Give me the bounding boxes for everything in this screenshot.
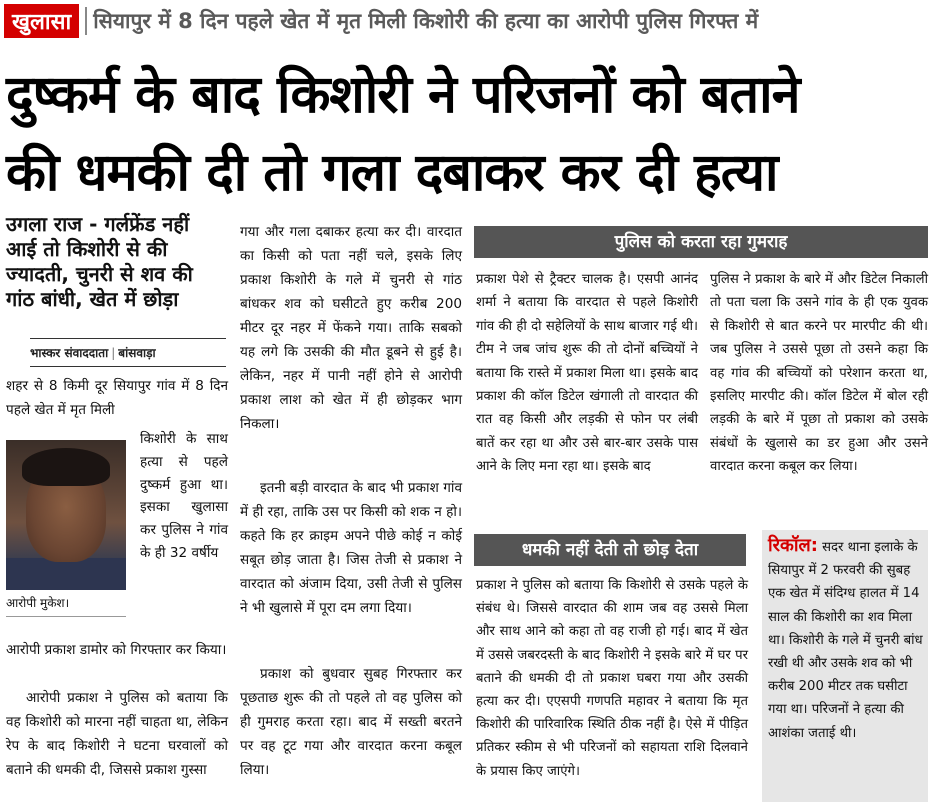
box-1-column-a: प्रकाश पेशे से ट्रैक्टर चालक है। एसपी आनंद शर्मा ने बताया कि वारदात से पहले किशोरी गांव की ही दो सहेलियों के साथ बाजार गई थी। टीम ने जब जांच शुरू की तो दोनों बच्चियों ने बताया कि रास्ते में प्रकाश मिला था। इसके बाद प्रकाश की कॉल डिटेल खंगाली तो वारदात की रात वह किसी और लड़की से फोन पर लंबी बातें कर रहा था और उसे बार-बार उसके पास आने के लिए मना रहा था। इसके बाद xyxy=(476,272,698,475)
divider xyxy=(30,366,226,367)
box-heading-threat: धमकी नहीं देती तो छोड़ देता xyxy=(474,534,746,566)
column-1-para-1-end: आरोपी प्रकाश डामोर को गिरफ्तार कर किया। xyxy=(6,642,227,658)
recall-content xyxy=(768,534,924,745)
box-2-text: प्रकाश ने पुलिस को बताया कि किशोरी से उसके पहले के संबंध थे। जिससे वारदात की शाम जब वह उससे मिला और साथ आने को कहा तो वह राजी हो गई। बाद में खेत में उससे जबरदस्ती के बाद किशोरी ने इसके बारे में घर पर बताने की धमकी दी तो प्रकाश घबरा गया और उसकी हत्या कर दी। एएसपी गणपति महावर ने बताया कि मृत किशोरी की पारिवारिक स्थिति ठीक नहीं है। ऐसे में पीड़ित प्रतिकर स्कीम से भी परिजनों को सहायता राशि दिलवाने के प्रयास किए जाएंगे। xyxy=(476,578,748,779)
divider xyxy=(30,338,226,339)
column-2-para-1: गया और गला दबाकर हत्या कर दी। वारदात का किसी को पता नहीं चले, इसके लिए प्रकाश किशोरी के गले में चुनरी से गांठ बांधकर शव को घसीटते हुए करीब 200 मीटर दूर नहर में फेंकने गया। ताकि सबको यह लगे कि उसकी की मौत डूबने से हुई है। लेकिन, नहर में पानी नहीं होने से आरोपी प्रकाश लाश को खेत में ही छोड़कर भाग निकला। xyxy=(240,224,462,432)
dateline: बांसवाड़ा xyxy=(118,346,156,360)
photo-caption: आरोपी मुकेश। xyxy=(6,596,70,610)
column-2-para-3: प्रकाश को बुधवार सुबह गिरफ्तार कर पूछताछ शुरू की तो पहले तो वह पुलिस को ही गुमराह करता रहा। बाद में सख्ती बरतने पर वह टूट गया और वारदात करना कबूल लिया। xyxy=(240,666,462,778)
column-2-para-2: इतनी बड़ी वारदात के बाद भी प्रकाश गांव में ही रहा, ताकि उस पर किसी को शक न हो। कहते कि हर क्राइम अपने पीछे कोई न कोई सबूत छोड़ जाता है। जिस तेजी से प्रकाश ने वारदात को अंजाम दिया, उसी तेजी से पुलिस ने भी खुलासे में पूरा दम लगा दिया। xyxy=(240,480,462,616)
kicker-text: सियापुर में 8 दिन पहले खेत में मृत मिली किशोरी की हत्या का आरोपी पुलिस गिरफ्त में xyxy=(85,7,758,35)
reporter: भास्कर संवाददाता xyxy=(30,346,109,360)
byline: भास्कर संवाददाता | बांसवाड़ा xyxy=(30,346,156,360)
subheadline: उगला राज - गर्लफ्रेंड नहीं आई तो किशोरी से की ज्यादती, चुनरी से शव की गांठ बांधी, खेत में छोड़ा xyxy=(6,212,193,311)
recall-text: सदर थाना इलाके के सियापुर में 2 फरवरी की सुबह एक खेत में संदिग्ध हालत में 14 साल की किशोरी का शव मिला था। किशोरी के गले में चुनरी बांध रखी थी और उसके शव को भी करीब 200 मीटर तक घसीटा गया था। परिजनों ने हत्या की आशंका जताई थी। xyxy=(768,540,923,741)
box-heading-misleading: पुलिस को करता रहा गुमराह xyxy=(474,226,928,258)
recall-title: रिकॉल: xyxy=(768,535,818,556)
kicker-bar xyxy=(0,0,931,42)
divider xyxy=(6,616,126,617)
column-1-para-1-top: शहर से 8 किमी दूर सियापुर गांव में 8 दिन पहले खेत में मृत मिली xyxy=(6,378,228,418)
box-1-column-b: पुलिस ने प्रकाश के बारे में और डिटेल निकाली तो पता चला कि उसने गांव के ही एक युवक से किशोरी से बात करने पर मारपीट की थी। जब पुलिस ने उससे पूछा तो उसने कहा कि वह गांव की बच्चियों को परेशान करता था, इसलिए मारपीट की। कॉल डिटेल में बोल रही लड़की के बारे में पूछा तो प्रकाश को उसके संबंधों के खुलासे का डर हुआ और उसने वारदात करना कबूल कर लिया। xyxy=(710,272,928,475)
headline xyxy=(6,56,926,212)
column-1-para-2: आरोपी प्रकाश ने पुलिस को बताया कि वह किशोरी को मारना नहीं चाहता था, लेकिन रेप के बाद किशोरी ने घटना घरवालों को बताने की धमकी दी, जिससे प्रकाश गुस्सा xyxy=(6,690,228,778)
headline-line-2: की धमकी दी तो गला दबाकर कर दी हत्या xyxy=(6,143,778,203)
headline-line-1: दुष्कर्म के बाद किशोरी ने परिजनों को बताने xyxy=(6,65,800,125)
accused-photo xyxy=(6,440,126,590)
section-tag: खुलासा xyxy=(4,4,79,38)
column-1-para-1-wrap: किशोरी के साथ हत्या से पहले दुष्कर्म हुआ था। इसका खुलासा कर पुलिस ने गांव के ही 32 वर्षीय xyxy=(140,431,228,561)
